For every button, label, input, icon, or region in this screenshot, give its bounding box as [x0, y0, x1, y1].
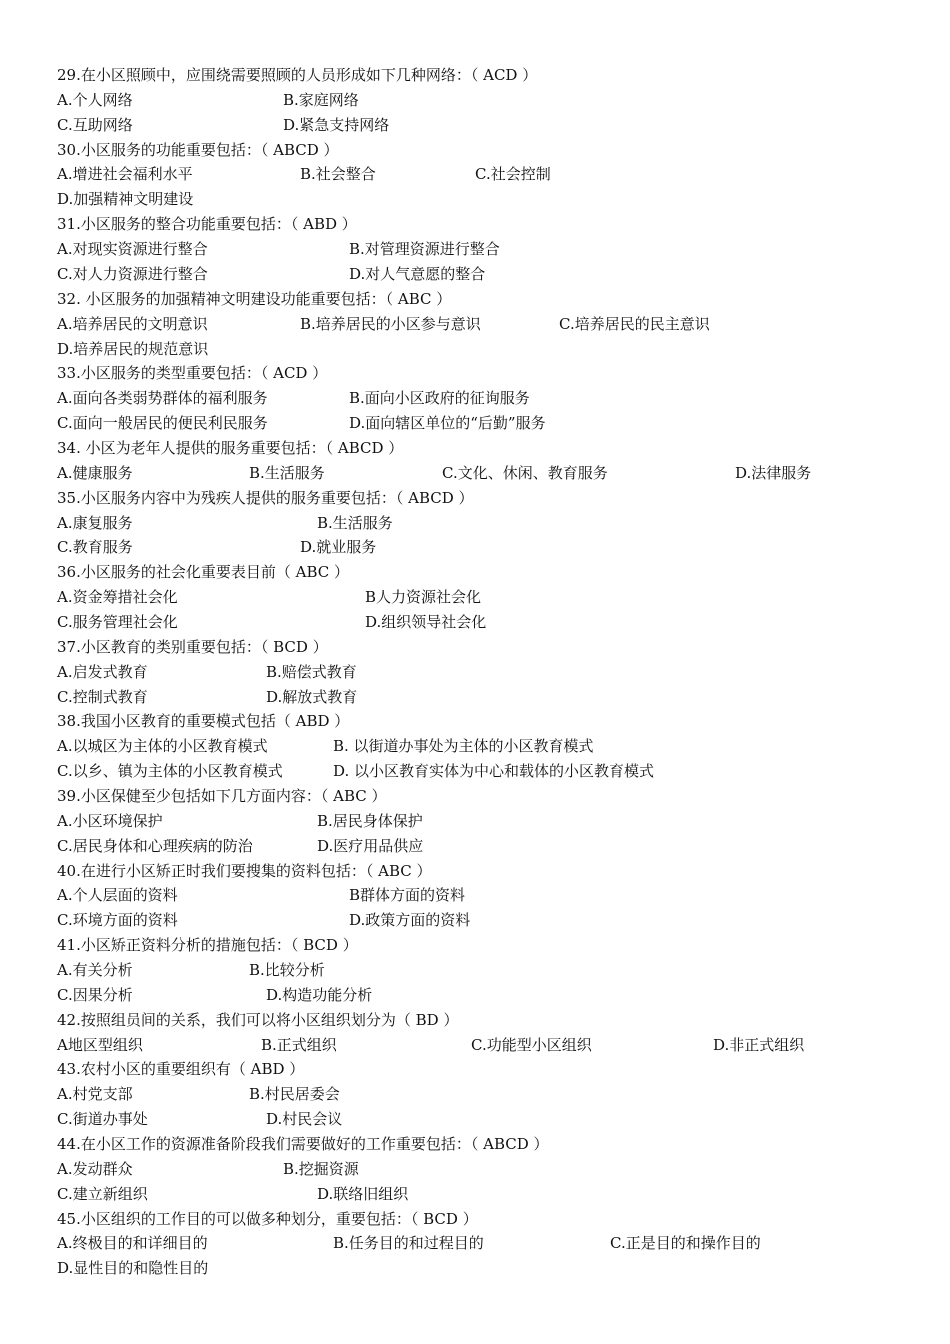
line-text: 39.小区保健至少包括如下几方面内容：（ ABC ）	[57, 786, 387, 805]
option-text: A.面向各类弱势群体的福利服务	[57, 389, 268, 408]
line-text: 37.小区教育的类别重要包括：（ BCD ）	[57, 637, 328, 656]
options-line	[57, 1033, 937, 1058]
options-line	[57, 337, 937, 362]
options-line	[57, 834, 937, 859]
option-text: D.联络旧组织	[317, 1184, 409, 1203]
option-text: B.赔偿式教育	[266, 662, 357, 681]
option-text: A.村党支部	[57, 1085, 133, 1104]
option-text: C.面向一般居民的便民利民服务	[57, 414, 268, 432]
option-text: C.因果分析	[57, 985, 133, 1004]
options-line	[57, 908, 937, 933]
question-line	[57, 1057, 937, 1082]
option-text: A.个人网络	[57, 90, 133, 109]
option-text: B.挖掘资源	[283, 1159, 359, 1178]
option-text: A.康复服务	[57, 513, 133, 532]
options-line	[57, 958, 937, 983]
line-text: 35.小区服务内容中为残疾人提供的服务重要包括：（ ABCD ）	[57, 488, 474, 507]
line-text: 41.小区矫正资料分析的措施包括：（ BCD ）	[57, 936, 358, 955]
option-text: C.环境方面的资料	[57, 911, 178, 930]
option-text: B.生活服务	[317, 513, 393, 532]
question-line	[57, 63, 937, 88]
options-line	[57, 610, 937, 635]
line-text: 42.按照组员间的关系，我们可以将小区组织划分为（ BD ）	[57, 1010, 459, 1029]
option-text: B.比较分析	[249, 961, 325, 979]
question-line	[57, 287, 937, 312]
option-text: C.街道办事处	[57, 1110, 148, 1129]
options-line	[57, 312, 937, 337]
option-text: D.村民会议	[266, 1110, 343, 1129]
option-text: C.社会控制	[475, 165, 551, 184]
option-text: A.健康服务	[57, 463, 133, 482]
question-line	[57, 709, 937, 734]
option-text: A.小区环境保护	[57, 811, 163, 830]
option-text: D.构造功能分析	[266, 985, 373, 1004]
option-text: B.村民居委会	[249, 1085, 340, 1104]
question-line	[57, 436, 937, 461]
line-text: 29.在小区照顾中，应围绕需要照顾的人员形成如下几种网络：（ ACD ）	[57, 66, 538, 84]
line-text: 40.在进行小区矫正时我们要搜集的资料包括：（ ABC ）	[57, 861, 432, 880]
options-line	[57, 162, 937, 187]
option-text: C.教育服务	[57, 538, 133, 557]
line-text: 31.小区服务的整合功能重要包括：（ ABD ）	[57, 215, 357, 234]
question-line	[57, 635, 937, 660]
option-text: C.控制式教育	[57, 687, 148, 706]
line-text: 36.小区服务的社会化重要表目前（ ABC ）	[57, 563, 350, 582]
option-text: D. 以小区教育实体为中心和载体的小区教育模式	[333, 762, 655, 781]
line-text: 33.小区服务的类型重要包括：（ ACD ）	[57, 364, 328, 383]
options-line	[57, 535, 937, 560]
option-text: B.生活服务	[249, 463, 325, 482]
option-text: D.对人气意愿的整合	[349, 264, 486, 283]
question-line	[57, 784, 937, 809]
option-text: A.培养居民的文明意识	[57, 314, 208, 333]
option-text: B人力资源社会化	[365, 588, 482, 607]
line-text: 32. 小区服务的加强精神文明建设功能重要包括：（ ABC ）	[57, 289, 452, 308]
option-text: A地区型组织	[57, 1035, 143, 1054]
option-text: A.资金筹措社会化	[57, 588, 178, 607]
options-line	[57, 759, 937, 784]
options-line	[57, 809, 937, 834]
option-text: C.建立新组织	[57, 1184, 148, 1203]
option-text: D.组织领导社会化	[365, 612, 487, 631]
option-text: A.启发式教育	[57, 662, 148, 681]
question-line	[57, 1207, 937, 1232]
option-text: C.服务管理社会化	[57, 612, 178, 631]
option-text: C.对人力资源进行整合	[57, 264, 208, 283]
option-text: A.对现实资源进行整合	[57, 240, 208, 258]
option-text: A.发动群众	[57, 1159, 133, 1178]
option-text: D.非正式组织	[713, 1035, 805, 1054]
line-text: D.培养居民的规范意识	[57, 339, 209, 358]
question-line	[57, 859, 937, 884]
option-text: B.社会整合	[300, 165, 376, 184]
option-text: B.对管理资源进行整合	[349, 240, 500, 258]
line-text: D.加强精神文明建设	[57, 190, 194, 209]
question-line	[57, 138, 937, 163]
option-text: D.政策方面的资料	[349, 911, 471, 930]
options-line	[57, 386, 937, 411]
option-text: D.面向辖区单位的“后勤”服务	[349, 414, 546, 432]
option-text: D.医疗用品供应	[317, 836, 424, 855]
options-line	[57, 1182, 937, 1207]
line-text: 43.农村小区的重要组织有（ ABD ）	[57, 1060, 305, 1079]
line-text: 30.小区服务的功能重要包括：（ ABCD ）	[57, 140, 339, 159]
option-text: D.就业服务	[300, 538, 377, 557]
question-line	[57, 486, 937, 511]
option-text: A.增进社会福利水平	[57, 165, 193, 184]
option-text: B.居民身体保护	[317, 811, 423, 830]
options-line	[57, 187, 937, 212]
options-line	[57, 1157, 937, 1182]
question-line	[57, 933, 937, 958]
question-line	[57, 212, 937, 237]
option-text: B群体方面的资料	[349, 886, 466, 905]
option-text: D.法律服务	[735, 463, 812, 482]
question-line	[57, 361, 937, 386]
options-line	[57, 237, 937, 262]
options-line	[57, 585, 937, 610]
option-text: B.培养居民的小区参与意识	[300, 314, 481, 333]
option-text: A.个人层面的资料	[57, 886, 178, 905]
option-text: C.培养居民的民主意识	[559, 314, 710, 333]
options-line	[57, 660, 937, 685]
question-line	[57, 1008, 937, 1033]
option-text: B.家庭网络	[283, 90, 359, 109]
option-text: D.紧急支持网络	[283, 115, 390, 134]
option-text: A.有关分析	[57, 961, 133, 979]
option-text: C.互助网络	[57, 115, 133, 134]
line-text: 45.小区组织的工作目的可以做多种划分，重要包括：（ BCD ）	[57, 1209, 478, 1228]
option-text: C.正是目的和操作目的	[610, 1234, 761, 1253]
question-line	[57, 560, 937, 585]
options-line	[57, 1082, 937, 1107]
option-text: B.正式组织	[261, 1035, 337, 1054]
option-text: A.终极目的和详细目的	[57, 1234, 208, 1253]
option-text: D.解放式教育	[266, 687, 358, 706]
option-text: C.以乡、镇为主体的小区教育模式	[57, 762, 283, 781]
options-line	[57, 883, 937, 908]
options-line	[57, 88, 937, 113]
option-text: C.文化、休闲、教育服务	[442, 463, 608, 482]
options-line	[57, 1256, 937, 1281]
line-text: 44.在小区工作的资源准备阶段我们需要做好的工作重要包括：（ ABCD ）	[57, 1135, 549, 1153]
options-line	[57, 685, 937, 710]
line-text: D.显性目的和隐性目的	[57, 1259, 209, 1278]
question-line	[57, 1132, 937, 1157]
options-line	[57, 983, 937, 1008]
line-text: 34. 小区为老年人提供的服务重要包括：（ ABCD ）	[57, 438, 404, 457]
option-text: B.面向小区政府的征询服务	[349, 389, 530, 408]
option-text: B.任务目的和过程目的	[333, 1234, 484, 1253]
options-line	[57, 511, 937, 536]
options-line	[57, 1231, 937, 1256]
options-line	[57, 734, 937, 759]
options-line	[57, 262, 937, 287]
options-line	[57, 113, 937, 138]
line-text: 38.我国小区教育的重要模式包括（ ABD ）	[57, 712, 350, 731]
option-text: C.功能型小区组织	[471, 1035, 592, 1054]
options-line	[57, 1107, 937, 1132]
option-text: B. 以街道办事处为主体的小区教育模式	[333, 737, 594, 756]
options-line	[57, 461, 937, 486]
options-line	[57, 411, 937, 436]
option-text: C.居民身体和心理疾病的防治	[57, 836, 253, 855]
option-text: A.以城区为主体的小区教育模式	[57, 737, 268, 756]
